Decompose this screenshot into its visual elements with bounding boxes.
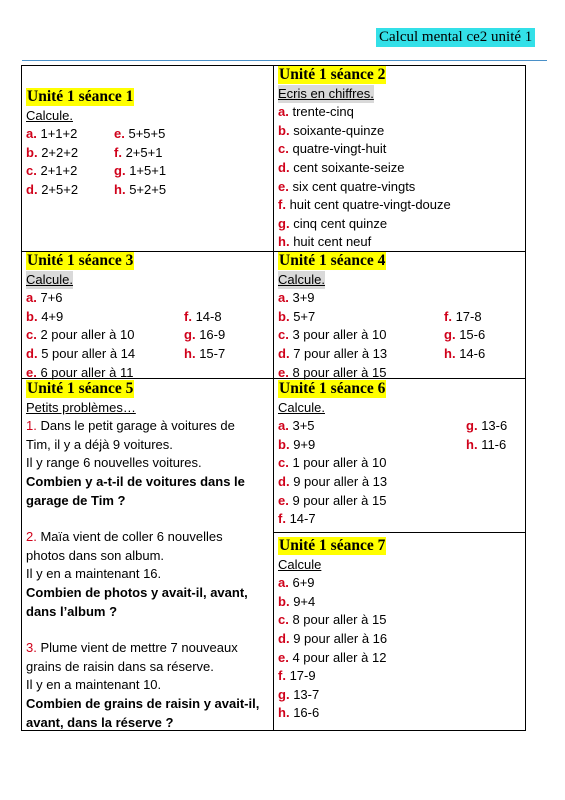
spacer — [26, 621, 271, 639]
section-title: Unité 1 séance 6 — [279, 380, 386, 397]
exercise-item — [278, 474, 387, 489]
exercise-item — [26, 309, 63, 324]
item-text: 9+9 — [293, 436, 316, 452]
item-letter: c. — [278, 327, 289, 343]
problem-list — [26, 417, 271, 732]
word-problem — [26, 639, 271, 732]
section-seance-7 — [278, 537, 523, 723]
exercise-item — [26, 145, 78, 160]
section-subtitle: Petits problèmes… — [26, 399, 136, 415]
item-text: 14-7 — [289, 511, 316, 527]
section-title: Unité 1 séance 1 — [27, 88, 134, 105]
exercise-item — [278, 327, 386, 342]
section-title: Unité 1 séance 2 — [279, 66, 386, 83]
item-text: 1+1+2 — [40, 126, 78, 142]
exercise-item — [278, 234, 371, 249]
item-letter: e. — [26, 364, 37, 380]
item-letter: b. — [278, 593, 290, 609]
section-subtitle: Calcule. — [26, 107, 73, 123]
item-text: 14-6 — [459, 345, 486, 361]
section-seance-6 — [278, 380, 523, 529]
item-text: 9 pour aller à 13 — [293, 473, 388, 489]
item-letter: c. — [26, 327, 37, 343]
exercise-item — [114, 162, 166, 181]
item-text: cent soixante-seize — [293, 159, 405, 175]
item-letter: d. — [26, 345, 38, 361]
problem-text: grains de raisin dans sa réserve. — [26, 658, 214, 674]
item-letter: a. — [278, 104, 289, 120]
section-title: Unité 1 séance 5 — [27, 380, 134, 397]
exercise-item — [278, 437, 315, 452]
exercise-row — [26, 162, 167, 181]
item-letter: e. — [114, 126, 125, 142]
exercise-item — [278, 290, 315, 305]
problem-text: photos dans son album. — [26, 547, 165, 563]
exercise-list — [278, 574, 523, 723]
item-text: 9 pour aller à 16 — [293, 630, 388, 646]
exercise-row — [26, 308, 271, 327]
problem-number: 2. — [26, 529, 37, 545]
exercise-row — [278, 417, 523, 436]
exercise-item — [278, 631, 387, 646]
item-text: cinq cent quinze — [293, 215, 388, 231]
item-text: 7+6 — [40, 290, 63, 306]
problem-question: Combien de photos y avait-il, avant, — [26, 584, 248, 600]
item-letter: g. — [444, 327, 456, 343]
problem-line — [26, 454, 271, 473]
problem-text: Il y range 6 nouvelles voitures. — [26, 455, 202, 471]
exercise-row — [26, 345, 271, 364]
exercise-item — [278, 365, 386, 380]
exercise-item — [278, 650, 386, 665]
exercise-list — [26, 125, 167, 199]
problem-line — [26, 417, 271, 436]
item-letter: g. — [278, 215, 290, 231]
item-text: huit cent quatre-vingt-douze — [289, 197, 451, 213]
exercise-row — [278, 436, 523, 455]
exercise-item — [278, 160, 404, 175]
item-text: 1+5+1 — [129, 163, 167, 179]
exercise-row — [278, 215, 451, 234]
item-text: 2 pour aller à 10 — [40, 327, 135, 343]
exercise-item — [184, 326, 225, 345]
item-text: 16-6 — [293, 705, 320, 721]
exercise-item — [26, 290, 63, 305]
word-problem — [26, 528, 271, 621]
item-letter: h. — [114, 181, 126, 197]
section-subtitle: Ecris en chiffres. — [278, 85, 374, 104]
exercise-row — [26, 289, 271, 308]
exercise-item — [278, 197, 451, 212]
item-letter: c. — [278, 141, 289, 157]
word-problem — [26, 417, 271, 510]
item-text: 6+9 — [292, 575, 315, 591]
problem-number: 3. — [26, 640, 37, 656]
exercise-item — [26, 346, 135, 361]
exercise-row — [26, 326, 271, 345]
section-subtitle: Calcule. — [278, 399, 325, 415]
exercise-item — [26, 365, 133, 380]
problem-text: Plume vient de mettre 7 nouveaux — [40, 640, 238, 656]
exercise-row — [278, 308, 523, 327]
problem-question: dans l’album ? — [26, 603, 118, 619]
item-text: 13-6 — [481, 418, 508, 434]
exercise-list — [278, 289, 523, 382]
item-letter: g. — [114, 163, 126, 179]
section-title: Unité 1 séance 4 — [279, 252, 386, 269]
item-text: 15-7 — [199, 345, 226, 361]
item-letter: h. — [466, 436, 478, 452]
item-text: 2+5+2 — [41, 181, 79, 197]
section-title: Unité 1 séance 7 — [279, 537, 386, 554]
exercise-row — [278, 454, 523, 473]
exercise-item — [278, 123, 384, 138]
exercise-item — [278, 309, 315, 324]
problem-text: Dans le petit garage à voitures de — [40, 418, 235, 434]
item-text: 4+9 — [41, 308, 64, 324]
problem-question: garage de Tim ? — [26, 492, 126, 508]
exercise-row — [278, 510, 523, 529]
item-text: 9+4 — [293, 593, 316, 609]
item-letter: a. — [278, 575, 289, 591]
exercise-row — [278, 103, 451, 122]
item-letter: g. — [278, 686, 290, 702]
exercise-item — [278, 104, 354, 119]
item-text: 17-9 — [289, 668, 316, 684]
item-text: 7 pour aller à 13 — [293, 345, 388, 361]
exercise-item — [278, 141, 386, 156]
item-letter: f. — [444, 308, 452, 324]
exercise-row — [278, 649, 523, 668]
item-text: 9 pour aller à 15 — [292, 492, 387, 508]
exercise-row — [278, 574, 523, 593]
exercise-item — [278, 179, 415, 194]
exercise-row — [278, 473, 523, 492]
item-text: soixante-quinze — [293, 122, 385, 138]
section-title: Unité 1 séance 3 — [27, 252, 134, 269]
exercise-item — [278, 418, 315, 433]
item-letter: c. — [26, 163, 37, 179]
item-letter: e. — [278, 364, 289, 380]
problem-text: Il y en a maintenant 16. — [26, 566, 162, 582]
exercise-row — [278, 326, 523, 345]
exercise-row — [278, 593, 523, 612]
exercise-item — [278, 705, 319, 720]
exercise-item — [278, 668, 316, 683]
item-letter: f. — [278, 668, 286, 684]
item-letter: f. — [278, 511, 286, 527]
item-letter: d. — [278, 159, 290, 175]
exercise-item — [26, 163, 77, 178]
spacer — [26, 510, 271, 528]
exercise-row — [278, 345, 523, 364]
item-text: 14-8 — [195, 308, 222, 324]
exercise-item — [278, 346, 387, 361]
exercise-item — [26, 126, 77, 141]
item-text: 8 pour aller à 15 — [292, 364, 387, 380]
item-letter: d. — [26, 181, 38, 197]
item-text: 4 pour aller à 12 — [292, 649, 387, 665]
section-seance-2 — [278, 66, 451, 252]
item-letter: f. — [184, 308, 192, 324]
item-letter: d. — [278, 345, 290, 361]
item-letter: b. — [278, 122, 290, 138]
exercise-row — [278, 289, 523, 308]
item-text: 2+1+2 — [40, 163, 78, 179]
problem-number: 1. — [26, 418, 37, 434]
exercise-item — [444, 345, 485, 364]
exercise-row — [278, 178, 451, 197]
exercise-item — [466, 436, 506, 455]
item-text: 5+5+5 — [128, 126, 166, 142]
header-rule — [22, 60, 547, 61]
exercise-item — [278, 493, 386, 508]
item-text: 5+7 — [293, 308, 316, 324]
item-text: 15-6 — [459, 327, 486, 343]
item-text: huit cent neuf — [293, 234, 372, 250]
item-letter: f. — [114, 144, 122, 160]
item-letter: h. — [444, 345, 456, 361]
exercise-item — [26, 327, 134, 342]
item-text: 5 pour aller à 14 — [41, 345, 136, 361]
problem-text: Tim, il y a déjà 9 voitures. — [26, 436, 173, 452]
item-letter: g. — [184, 327, 196, 343]
section-subtitle: Calcule. — [278, 271, 325, 290]
problem-question: Combien y a-t-il de voitures dans le — [26, 473, 245, 489]
item-letter: b. — [278, 308, 290, 324]
exercise-item — [26, 182, 78, 197]
exercise-item — [278, 612, 386, 627]
problem-question: Combien de grains de raisin y avait-il, — [26, 695, 260, 711]
exercise-item — [278, 511, 316, 526]
item-letter: f. — [278, 197, 286, 213]
item-text: six cent quatre-vingts — [292, 178, 416, 194]
item-letter: b. — [278, 436, 290, 452]
item-letter: a. — [26, 290, 37, 306]
item-letter: h. — [278, 234, 290, 250]
grid-divider-vertical — [273, 65, 274, 731]
exercise-item — [114, 144, 162, 163]
item-text: trente-cinq — [292, 104, 354, 120]
exercise-item — [466, 417, 507, 436]
exercise-list — [26, 289, 271, 382]
exercise-row — [26, 181, 167, 200]
exercise-item — [444, 308, 482, 327]
exercise-row — [278, 611, 523, 630]
problem-line — [26, 639, 271, 658]
item-letter: a. — [26, 126, 37, 142]
item-letter: e. — [278, 492, 289, 508]
exercise-item — [278, 216, 387, 231]
item-letter: a. — [278, 418, 289, 434]
section-seance-5 — [26, 380, 271, 732]
problem-line — [26, 565, 271, 584]
exercise-row — [278, 686, 523, 705]
problem-line — [26, 547, 271, 566]
exercise-row — [26, 125, 166, 144]
grid-divider-s6-s7 — [273, 532, 526, 533]
item-text: 13-7 — [293, 686, 320, 702]
exercise-item — [184, 345, 225, 364]
problem-question: avant, dans la réserve ? — [26, 714, 174, 730]
item-text: 8 pour aller à 15 — [292, 612, 387, 628]
item-letter: b. — [26, 308, 38, 324]
item-letter: b. — [26, 144, 38, 160]
exercise-row — [278, 630, 523, 649]
exercise-list — [278, 417, 523, 529]
exercise-item — [278, 455, 386, 470]
problem-text: Maïa vient de coller 6 nouvelles — [40, 529, 223, 545]
section-seance-3 — [26, 252, 271, 382]
item-letter: d. — [278, 630, 290, 646]
exercise-row — [278, 196, 451, 215]
item-text: 6 pour aller à 11 — [40, 364, 134, 380]
item-letter: d. — [278, 473, 290, 489]
item-text: 17-8 — [455, 308, 482, 324]
item-letter: g. — [466, 418, 478, 434]
exercise-row — [278, 233, 451, 252]
exercise-row — [278, 704, 523, 723]
item-letter: e. — [278, 649, 289, 665]
item-text: 2+5+1 — [125, 144, 163, 160]
section-subtitle: Calcule — [278, 556, 322, 572]
exercise-item — [278, 575, 315, 590]
item-text: 1 pour aller à 10 — [292, 455, 387, 471]
item-letter: h. — [184, 345, 196, 361]
exercise-row — [278, 667, 523, 686]
section-seance-4 — [278, 252, 523, 382]
exercise-row — [278, 492, 523, 511]
exercise-item — [444, 326, 485, 345]
page-title: Calcul mental ce2 unité 1 — [376, 28, 535, 47]
exercise-row — [278, 140, 451, 159]
item-letter: h. — [278, 705, 290, 721]
problem-text: Il y en a maintenant 10. — [26, 677, 162, 693]
section-subtitle: Calcule. — [26, 271, 73, 290]
item-text: 11-6 — [481, 436, 507, 452]
item-text: 16-9 — [199, 327, 226, 343]
item-text: quatre-vingt-huit — [292, 141, 387, 157]
exercise-item — [114, 181, 166, 200]
item-text: 3 pour aller à 10 — [292, 327, 387, 343]
item-letter: e. — [278, 178, 289, 194]
section-seance-1 — [26, 88, 167, 200]
exercise-row — [278, 122, 451, 141]
problem-line — [26, 528, 271, 547]
problem-line — [26, 658, 271, 677]
item-letter: c. — [278, 455, 289, 471]
exercise-item — [278, 594, 315, 609]
problem-line — [26, 676, 271, 695]
item-text: 5+2+5 — [129, 181, 167, 197]
item-text: 3+9 — [292, 290, 315, 306]
item-letter: c. — [278, 612, 289, 628]
problem-line — [26, 436, 271, 455]
exercise-row — [278, 159, 451, 178]
item-letter: a. — [278, 290, 289, 306]
exercise-item — [278, 687, 319, 702]
exercise-row — [26, 144, 163, 163]
exercise-item — [184, 308, 222, 327]
item-text: 3+5 — [292, 418, 315, 434]
exercise-list — [278, 103, 451, 252]
item-text: 2+2+2 — [41, 144, 79, 160]
exercise-item — [114, 125, 165, 144]
